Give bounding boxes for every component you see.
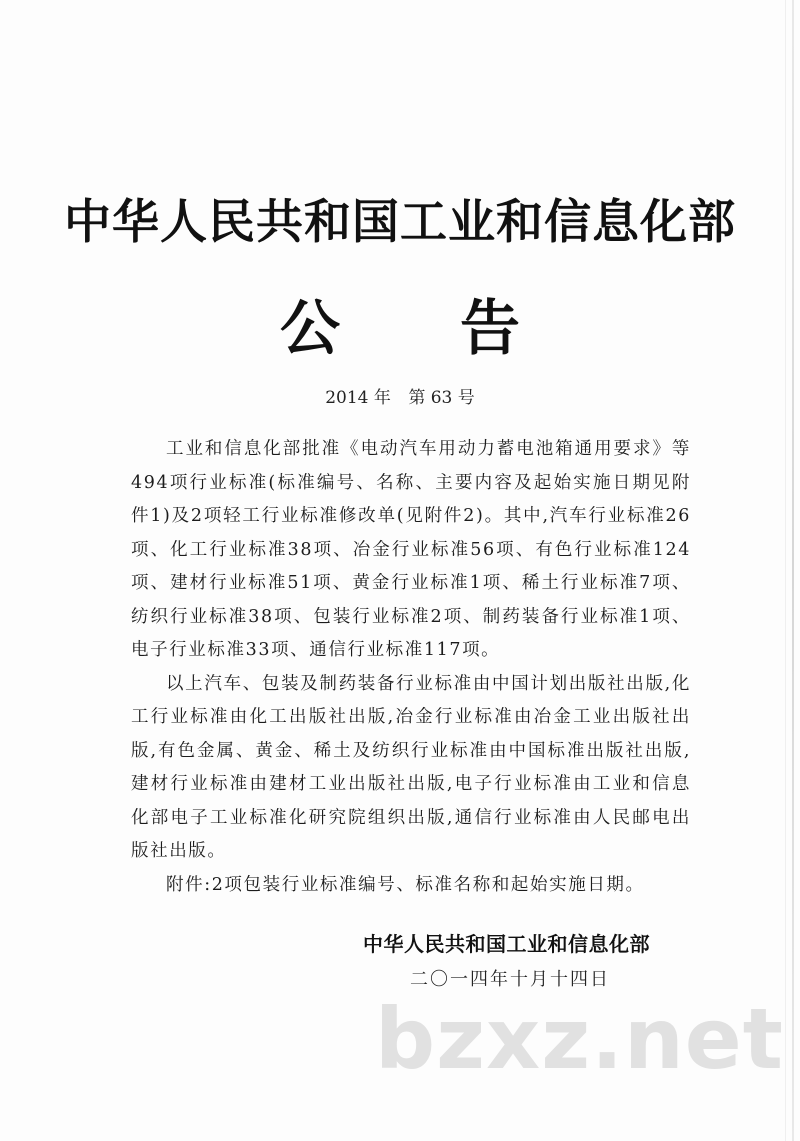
notice-year: 2014 年 xyxy=(325,388,391,408)
notice-body xyxy=(131,433,691,902)
watermark-text: bzxz.net xyxy=(375,990,784,1088)
body-paragraph: 以上汽车、包装及制药装备行业标准由中国计划出版社出版,化工行业标准由化工出版社出版,冶金行业标准由冶金工业出版社出版,有色金属、黄金、稀土及纺织行业标准由中国标准出版社出版,建材行业标准由建材工业出版社出版,电子行业标准由工业和信息化部电子工业标准化研究院组织出版,通信行业标准由人民邮电出版社出版。 xyxy=(131,673,691,861)
notice-title: 公告 xyxy=(280,294,640,364)
notice-number xyxy=(0,383,800,408)
issuer-heading: 中华人民共和国工业和信息化部 xyxy=(64,195,736,250)
attachment-note: 附件:2项包装行业标准编号、标准名称和起始实施日期。 xyxy=(166,874,645,895)
notice-issue-number: 第 63 号 xyxy=(408,388,475,408)
signature-issuer: 中华人民共和国工业和信息化部 xyxy=(363,932,650,956)
body-paragraph: 工业和信息化部批准《电动汽车用动力蓄电池箱通用要求》等494项行业标准(标准编号、名称、主要内容及起始实施日期见附件1)及2项轻工行业标准修改单(见附件2)。其中,汽车行业标准26项、化工行业标准38项、冶金行业标准56项、有色行业标准124项、建材行业标准51项、黄金行业标准1项、稀土行业标准7项、纺织行业标准38项、包装行业标准2项、制药装备行业标准1项、电子行业标准33项、通信行业标准117项。 xyxy=(131,439,691,660)
page-edge xyxy=(792,0,794,1141)
signature-date: 二〇一四年十月十四日 xyxy=(410,969,610,990)
page-edge-inner xyxy=(785,0,786,1141)
